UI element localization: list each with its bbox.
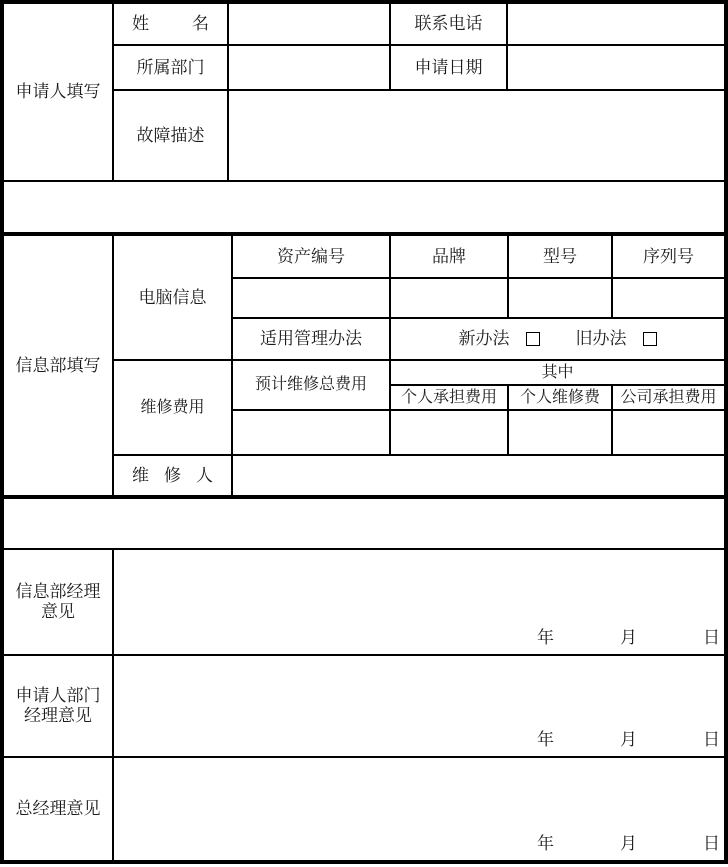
new-method-label: 新办法 <box>458 329 510 349</box>
personal-cost-label: 个人承担费用 <box>390 385 508 410</box>
year-label: 年 <box>537 729 554 749</box>
company-cost-label: 公司承担费用 <box>612 385 724 410</box>
brand-value-cell[interactable] <box>390 278 508 318</box>
dept-label: 所属部门 <box>113 45 228 90</box>
month-label: 月 <box>620 833 637 853</box>
approval-section <box>4 550 724 860</box>
it-manager-opinion-label-line1: 信息部经理 <box>15 582 101 601</box>
it-manager-opinion-label-line2: 意见 <box>41 602 75 621</box>
repair-cost-label: 维修费用 <box>113 360 232 455</box>
day-label: 日 <box>703 729 720 749</box>
serial-label: 序列号 <box>612 236 724 278</box>
spacer-band-1 <box>4 180 724 236</box>
brand-label: 品牌 <box>390 236 508 278</box>
personal-cost-value-cell[interactable] <box>390 410 508 455</box>
model-label: 型号 <box>508 236 612 278</box>
dept-manager-opinion-label <box>4 655 113 757</box>
dept-manager-opinion-cell[interactable] <box>113 655 724 757</box>
model-value-cell[interactable] <box>508 278 612 318</box>
name-label <box>113 4 228 45</box>
est-total-label: 预计维修总费用 <box>232 360 390 410</box>
old-method-checkbox[interactable] <box>643 332 657 346</box>
phone-value-cell[interactable] <box>507 4 724 45</box>
method-label: 适用管理办法 <box>232 318 390 360</box>
dept-manager-opinion-label-line2: 经理意见 <box>24 706 92 725</box>
serial-value-cell[interactable] <box>612 278 724 318</box>
personal-repair-value-cell[interactable] <box>508 410 612 455</box>
it-manager-opinion-cell[interactable] <box>113 550 724 655</box>
day-label: 日 <box>703 833 720 853</box>
fault-desc-label: 故障描述 <box>113 90 228 180</box>
phone-label: 联系电话 <box>390 4 507 45</box>
computer-info-label: 电脑信息 <box>113 236 232 360</box>
repairer-label-char3: 人 <box>196 465 213 485</box>
dept-value-cell[interactable] <box>228 45 390 90</box>
est-total-value-cell[interactable] <box>232 410 390 455</box>
apply-date-label: 申请日期 <box>390 45 507 90</box>
month-label: 月 <box>620 627 637 647</box>
apply-date-value-cell[interactable] <box>507 45 724 90</box>
personal-repair-label: 个人维修费 <box>508 385 612 410</box>
asset-no-value-cell[interactable] <box>232 278 390 318</box>
asset-no-label: 资产编号 <box>232 236 390 278</box>
year-label: 年 <box>537 627 554 647</box>
old-method-label: 旧办法 <box>575 329 627 349</box>
info-dept-section <box>4 236 724 495</box>
dept-manager-opinion-label-line1: 申请人部门 <box>15 686 101 705</box>
repairer-label-char2: 修 <box>164 465 181 485</box>
it-manager-date-line <box>537 627 720 648</box>
applicant-section <box>4 4 724 180</box>
spacer-band-2 <box>4 495 724 550</box>
of-which-label: 其中 <box>390 360 724 385</box>
month-label: 月 <box>620 729 637 749</box>
gm-opinion-label: 总经理意见 <box>4 757 113 860</box>
dept-manager-date-line <box>537 729 720 750</box>
name-label-char1: 姓 <box>132 14 149 34</box>
repairer-value-cell[interactable] <box>232 455 724 495</box>
company-cost-value-cell[interactable] <box>612 410 724 455</box>
gm-date-line <box>537 833 720 854</box>
fault-desc-value-cell[interactable] <box>228 90 724 180</box>
new-method-checkbox[interactable] <box>526 332 540 346</box>
applicant-section-label: 申请人填写 <box>4 4 113 180</box>
it-manager-opinion-label <box>4 550 113 655</box>
day-label: 日 <box>703 627 720 647</box>
method-choice-cell <box>390 318 724 360</box>
name-value-cell[interactable] <box>228 4 390 45</box>
year-label: 年 <box>537 833 554 853</box>
info-dept-section-label: 信息部填写 <box>4 236 113 495</box>
repairer-label-char1: 维 <box>132 465 149 485</box>
name-label-char2: 名 <box>192 14 209 34</box>
repairer-label <box>113 455 232 495</box>
gm-opinion-cell[interactable] <box>113 757 724 860</box>
